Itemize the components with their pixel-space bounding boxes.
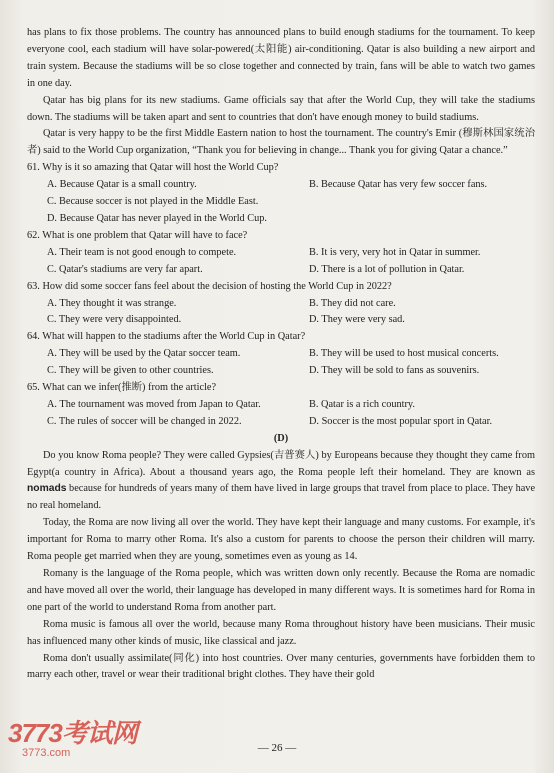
option-a[interactable]: A. They thought it was strange. bbox=[47, 297, 177, 309]
paragraph-text: Do you know Roma people? They were called Gypsies(吉普赛人) by Europeans because they thought they came from Egypt(a country in Africa). About a thousand years ago, the Roma people left their homeland. They are known as bbox=[27, 449, 535, 478]
option-a[interactable]: A. Because Qatar is a small country. bbox=[47, 179, 197, 191]
option-a[interactable]: A. Their team is not good enough to compete. bbox=[47, 246, 237, 258]
watermark-sub-text: 3773.com bbox=[22, 747, 71, 759]
option-d[interactable]: D. There is a lot of pollution in Qatar. bbox=[309, 263, 465, 275]
intro-paragraph-2: Qatar has big plans for its new stadiums. Game officials say that after the World Cup, they will take the stadiums down. The stadiums will be taken apart and sent to countries that don't have enough money to build stadiums. bbox=[27, 94, 535, 123]
intro-paragraph-1: has plans to fix those problems. The country has announced plans to build enough stadiums for the tournament. To keep everyone cool, each stadium will have solar-powered(太阳能) air-conditioning. Qatar is also building a new airport and train system. Because the stadiums will be so close together and connected by train, fans will be able to watch two games in one day. bbox=[27, 27, 535, 89]
passage-d-paragraph-3: Romany is the language of the Roma people, which was written down only recently. Because the Roma are nomadic and have moved all over the world, their language has developed in many different ways. It is sometimes hard for Roma in one part of the world to understand Roma from another part. bbox=[27, 568, 535, 613]
passage-d-paragraph-4: Roma music is famous all over the world, because many Roma throughout history have been musicians. Their music has influenced many other kinds of music, like classical and jazz. bbox=[27, 618, 535, 647]
question-63 bbox=[27, 279, 535, 330]
question-61 bbox=[27, 160, 535, 228]
question-options bbox=[27, 177, 535, 194]
option-a[interactable]: A. The tournament was moved from Japan to Qatar. bbox=[47, 398, 261, 410]
option-c[interactable]: C. Qatar's stadiums are very far apart. bbox=[47, 263, 203, 275]
passage-d-paragraph-2: Today, the Roma are now living all over the world. They have kept their language and many customs. For example, it's important for Roma to marry other Roma. It's also a custom for parents to choose the person their children will marry. Roma people get married when they are young, sometimes even as young as 14. bbox=[27, 517, 535, 563]
option-d[interactable]: D. Soccer is the most popular sport in Qatar. bbox=[309, 415, 493, 427]
option-d[interactable]: D. Because Qatar has never played in the World Cup. bbox=[47, 212, 268, 224]
watermark-main-text: 3773考试网 bbox=[8, 718, 137, 748]
question-stem: 63. How did some soccer fans feel about the decision of hosting the World Cup in 2022? bbox=[27, 280, 392, 292]
option-c[interactable]: C. Because soccer is not played in the Middle East. bbox=[47, 196, 259, 208]
question-options bbox=[27, 245, 535, 279]
question-options bbox=[27, 211, 535, 228]
question-65 bbox=[27, 380, 535, 431]
section-d-title: (D) bbox=[273, 432, 289, 444]
watermark-logo bbox=[8, 713, 168, 765]
question-options bbox=[27, 397, 535, 431]
question-64 bbox=[27, 329, 535, 380]
page-content bbox=[27, 25, 535, 684]
highlighted-word-nomads: nomads bbox=[27, 483, 67, 495]
option-a[interactable]: A. They will be used by the Qatar soccer team. bbox=[47, 348, 241, 360]
option-b[interactable]: B. Because Qatar has very few soccer fans. bbox=[309, 179, 488, 191]
option-b[interactable]: B. They did not care. bbox=[309, 297, 396, 309]
option-d[interactable]: D. They will be sold to fans as souvenirs. bbox=[309, 365, 480, 377]
passage-d-paragraph-5: Roma don't usually assimilate(同化) into host countries. Over many centuries, governments have forbidden them to marry each other, travel or wear their traditional bright clothes. They have their gold bbox=[27, 652, 535, 681]
option-c[interactable]: C. They were very disappointed. bbox=[47, 314, 182, 326]
question-options bbox=[27, 346, 535, 380]
question-stem: 61. Why is it so amazing that Qatar will host the World Cup? bbox=[27, 162, 279, 174]
option-d[interactable]: D. They were very sad. bbox=[309, 314, 405, 326]
question-stem: 62. What is one problem that Qatar will have to face? bbox=[27, 229, 248, 241]
intro-paragraph-3: Qatar is very happy to be the first Middle Eastern nation to host the tournament. The country's Emir (穆斯林国家统治者) said to the World Cup organization, “Thank you for believing in change... Thank you for giving Qatar a chance.” bbox=[27, 128, 535, 157]
passage-d-paragraph-1 bbox=[27, 448, 535, 516]
option-b[interactable]: B. Qatar is a rich country. bbox=[309, 398, 415, 410]
question-stem: 64. What will happen to the stadiums after the World Cup in Qatar? bbox=[27, 331, 306, 343]
question-options bbox=[27, 296, 535, 330]
page-number: — 26 — bbox=[257, 742, 297, 754]
question-62 bbox=[27, 228, 535, 279]
question-options bbox=[27, 194, 535, 211]
option-c[interactable]: C. They will be given to other countries. bbox=[47, 365, 214, 377]
option-b[interactable]: B. They will be used to host musical concerts. bbox=[309, 348, 499, 360]
option-c[interactable]: C. The rules of soccer will be changed in 2022. bbox=[47, 415, 242, 427]
option-b[interactable]: B. It is very, very hot in Qatar in summer. bbox=[309, 246, 481, 258]
question-stem: 65. What can we infer(推断) from the article? bbox=[27, 382, 217, 394]
paragraph-text: because for hundreds of years many of them have lived in large groups that travel from place to place. They have no real homeland. bbox=[27, 483, 536, 512]
